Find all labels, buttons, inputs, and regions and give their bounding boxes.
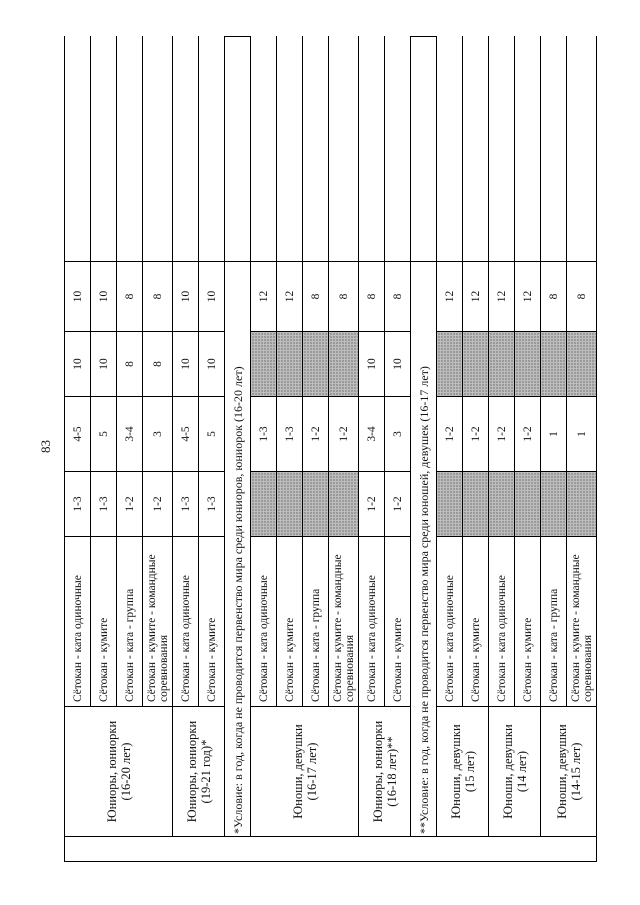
blank-cell (303, 37, 329, 262)
value-c2: 1 (541, 397, 567, 472)
value-c2: 1-2 (437, 397, 463, 472)
condition-note: *Условие: в год, когда не проводится первенство мира среди юниоров, юниорок (16-20 лет) (225, 262, 251, 837)
value-c4: 12 (489, 262, 515, 332)
blank-cell (199, 37, 225, 262)
note-row (225, 37, 251, 862)
age-group-range: (14-15 лет) (568, 742, 583, 801)
value-c2: 1 (567, 397, 597, 472)
discipline-cell: Сётокан - кумите (385, 537, 411, 707)
value-c1: 1-3 (199, 472, 225, 537)
age-group-title: Юноши, девушки (554, 724, 569, 819)
value-c1 (251, 472, 277, 537)
discipline-cell: Сётокан - кумите - командные соревнования (329, 537, 359, 707)
discipline-cell: Сётокан - ката одиночные (251, 537, 277, 707)
blank-cell (117, 37, 143, 262)
value-c2: 4-5 (173, 397, 199, 472)
value-c3 (489, 332, 515, 397)
age-group-cell (173, 707, 225, 837)
discipline-cell: Сётокан - ката - группа (117, 537, 143, 707)
discipline-cell: Сётокан - ката одиночные (359, 537, 385, 707)
value-c3 (277, 332, 303, 397)
discipline-cell: Сётокан - кумите - командные соревнования (567, 537, 597, 707)
age-group-title: Юниоры, юниорки (184, 720, 199, 823)
age-group-cell (541, 707, 597, 837)
value-c2: 1-2 (329, 397, 359, 472)
value-c3: 10 (385, 332, 411, 397)
value-c4: 10 (173, 262, 199, 332)
blank-cell (329, 37, 359, 262)
age-group-range: (16-17 лет) (304, 742, 319, 801)
value-c4: 12 (515, 262, 541, 332)
blank-cell (359, 37, 385, 262)
blank-cell (65, 37, 91, 262)
discipline-cell: Сётокан - кумите (277, 537, 303, 707)
value-c2: 5 (91, 397, 117, 472)
value-c1: 1-2 (143, 472, 173, 537)
age-group-cell (359, 707, 411, 837)
value-c4: 8 (143, 262, 173, 332)
value-c3 (463, 332, 489, 397)
age-group-title: Юниоры, юниорки (370, 720, 385, 823)
value-c3: 10 (359, 332, 385, 397)
value-c3: 8 (143, 332, 173, 397)
value-c2: 3-4 (359, 397, 385, 472)
value-c4: 10 (199, 262, 225, 332)
blank-cell (225, 37, 251, 262)
value-c4: 8 (385, 262, 411, 332)
blank-cell (489, 37, 515, 262)
age-group-cell (437, 707, 489, 837)
value-c1 (489, 472, 515, 537)
value-c2: 4-5 (65, 397, 91, 472)
value-c1 (303, 472, 329, 537)
discipline-cell: Сётокан - ката - группа (303, 537, 329, 707)
value-c4: 8 (567, 262, 597, 332)
blank-cell (173, 37, 199, 262)
value-c3 (329, 332, 359, 397)
value-c1: 1-2 (359, 472, 385, 537)
table-row (173, 37, 199, 862)
value-c4: 8 (329, 262, 359, 332)
age-group-title: Юноши, девушки (500, 724, 515, 819)
value-c2: 5 (199, 397, 225, 472)
value-c2: 3-4 (117, 397, 143, 472)
age-group-title: Юниоры, юниорки (104, 720, 119, 823)
value-c1 (437, 472, 463, 537)
value-c4: 10 (91, 262, 117, 332)
discipline-cell: Сётокан - ката одиночные (65, 537, 91, 707)
value-c1: 1-3 (173, 472, 199, 537)
value-c4: 8 (359, 262, 385, 332)
value-c4: 12 (277, 262, 303, 332)
value-c1 (541, 472, 567, 537)
value-c2: 3 (385, 397, 411, 472)
table-row (541, 37, 567, 862)
blank-cell (277, 37, 303, 262)
age-group-cell (65, 707, 173, 837)
age-group-range: (16-20 лет) (118, 742, 133, 801)
value-c4: 12 (463, 262, 489, 332)
value-c1 (463, 472, 489, 537)
discipline-cell: Сётокан - ката - группа (541, 537, 567, 707)
value-c1: 1-2 (117, 472, 143, 537)
age-group-range: (15 лет) (462, 750, 477, 793)
age-group-title: Юноши, девушки (290, 724, 305, 819)
left-margin-cell (65, 837, 597, 862)
table-row (437, 37, 463, 862)
table-row (359, 37, 385, 862)
rotated-table-frame (64, 37, 594, 862)
value-c3: 10 (65, 332, 91, 397)
value-c4: 12 (437, 262, 463, 332)
discipline-cell: Сётокан - ката одиночные (173, 537, 199, 707)
value-c2: 1-3 (277, 397, 303, 472)
discipline-cell: Сётокан - ката одиночные (437, 537, 463, 707)
age-group-cell (489, 707, 541, 837)
blank-cell (463, 37, 489, 262)
condition-note: **Условие: в год, когда не проводится первенство мира среди юношей, девушек (16-17 лет) (411, 262, 437, 837)
value-c4: 8 (303, 262, 329, 332)
blank-cell (91, 37, 117, 262)
value-c2: 1-2 (515, 397, 541, 472)
value-c4: 10 (65, 262, 91, 332)
value-c3 (303, 332, 329, 397)
value-c2: 3 (143, 397, 173, 472)
value-c2: 1-3 (251, 397, 277, 472)
blank-cell (251, 37, 277, 262)
value-c3: 10 (91, 332, 117, 397)
discipline-cell: Сётокан - кумите (199, 537, 225, 707)
discipline-cell: Сётокан - кумите - командные соревнования (143, 537, 173, 707)
value-c1: 1-3 (65, 472, 91, 537)
value-c3 (515, 332, 541, 397)
value-c3 (251, 332, 277, 397)
value-c2: 1-2 (489, 397, 515, 472)
value-c3 (541, 332, 567, 397)
table-row (251, 37, 277, 862)
age-group-title: Юноши, девушки (448, 724, 463, 819)
value-c2: 1-2 (303, 397, 329, 472)
value-c1 (567, 472, 597, 537)
page-number: 83 (38, 440, 53, 453)
value-c3: 10 (199, 332, 225, 397)
blank-cell (515, 37, 541, 262)
discipline-cell: Сётокан - кумите (91, 537, 117, 707)
blank-cell (567, 37, 597, 262)
note-row (411, 37, 437, 862)
value-c3 (437, 332, 463, 397)
value-c3: 10 (173, 332, 199, 397)
value-c4: 12 (251, 262, 277, 332)
discipline-cell: Сётокан - ката одиночные (489, 537, 515, 707)
blank-cell (411, 37, 437, 262)
value-c1 (329, 472, 359, 537)
blank-cell (143, 37, 173, 262)
discipline-cell: Сётокан - кумите (515, 537, 541, 707)
table-row (489, 37, 515, 862)
discipline-cell: Сётокан - кумите (463, 537, 489, 707)
value-c1 (515, 472, 541, 537)
value-c4: 8 (541, 262, 567, 332)
age-group-range: (19-21 год)* (198, 739, 213, 804)
blank-cell (385, 37, 411, 262)
value-c1: 1-3 (91, 472, 117, 537)
table-row (65, 37, 91, 862)
value-c3 (567, 332, 597, 397)
results-table (64, 36, 597, 862)
blank-cell (541, 37, 567, 262)
blank-cell (437, 37, 463, 262)
value-c1: 1-2 (385, 472, 411, 537)
value-c3: 8 (117, 332, 143, 397)
value-c2: 1-2 (463, 397, 489, 472)
age-group-range: (16-18 лет)** (384, 736, 399, 807)
age-group-cell (251, 707, 359, 837)
value-c4: 8 (117, 262, 143, 332)
age-group-range: (14 лет) (514, 750, 529, 793)
value-c1 (277, 472, 303, 537)
